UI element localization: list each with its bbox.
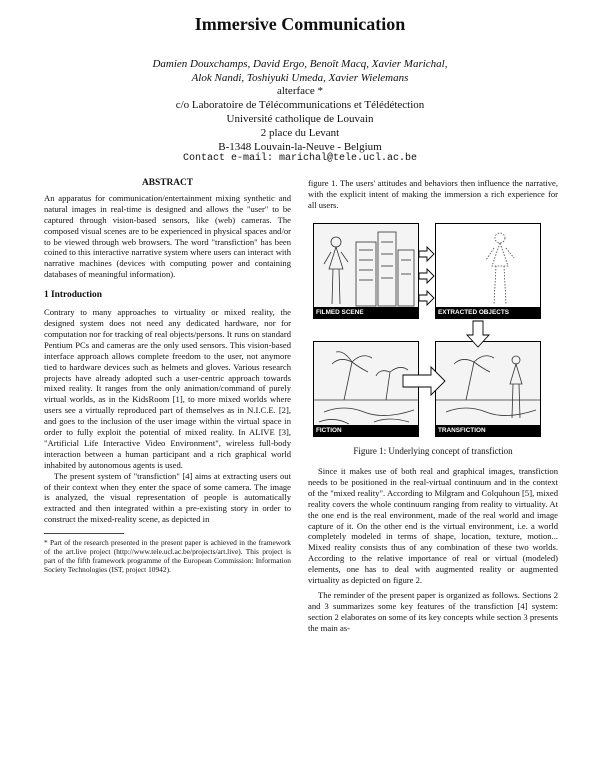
arrow-down [467, 321, 489, 347]
arrow-right-2 [419, 269, 434, 283]
panel-label-extracted-objects: EXTRACTED OBJECTS [436, 307, 541, 318]
intro-paragraph-1: Contrary to many approaches to virtuality or mixed reality, the designed system does not need any dedicated hardware, nor for computation nor for tracking of real objects/persons. It runs on standard Pentium PCs and cameras are the only used sensors. This vision-based interface approach allows complete freedom to the user, not anymore tied to hardware devices such as helmets and gloves. Various research projects have already adopted such a user-centric approach towards mixed reality. It ranges from the only animation/command of purely virtual worlds, as in the KidsRoom [1], to more mixed worlds where users see a virtually reproduced part of themselves as in N.I.C.E. [2], and goes to the inclusion of the user image within the virtual space in order to fully exploit the potential of mixed reality. In ALIVE [3], "Artificial Life Interactive Video Environment", wireless full-body interaction between a human participant and a rich graphical world inhabited by autonomous agents is used. [44, 307, 292, 470]
affil-line-2: c/o Laboratoire de Télécommunications et Télédétection [175, 99, 425, 111]
panel-label-transfiction: TRANSFICTION [436, 425, 541, 436]
arrow-merge [403, 367, 445, 395]
abstract-text: An apparatus for communication/entertainment mixing synthetic and natural images in real-time is designed and allows the "user" to be captured through vision-based sensors, like (web) cameras. The composed visual scenes are to be experienced in physical spaces and/or to be viewed through web browsers. The word "transfiction" has been coined to this interactive narrative system where users can interact with narrative machines (devices with computing power and containing databases of meaningful information). [44, 192, 291, 280]
arrow-right-1 [419, 247, 434, 261]
left-column [44, 178, 291, 574]
affil-line-4: 2 place du Levant [260, 127, 340, 139]
right-paragraph-top: figure 1. The users' attitudes and behaviors then influence the narrative, with the explicit intent of making the immersion a rich experience for all users. [308, 178, 558, 210]
authors-line-2: Alok Nandi, Toshiyuki Umeda, Xavier Wielemans [191, 72, 409, 84]
panel-label-fiction: FICTION [314, 425, 419, 436]
arrow-right-3 [419, 291, 434, 305]
right-column-bottom [308, 466, 558, 634]
authors-line-1: Damien Douxchamps, David Ergo, Benoît Macq, Xavier Marichal, [152, 58, 448, 70]
affil-line-5: B-1348 Louvain-la-Neuve - Belgium [218, 141, 382, 153]
section-heading-introduction: 1 Introduction [44, 290, 102, 301]
author-list [0, 57, 600, 85]
right-column-top [308, 178, 558, 211]
abstract-heading: ABSTRACT [141, 178, 194, 188]
intro-paragraph-2: The present system of "transfiction" [4] aims at extracting users out of their context when they enter the space of some camera. The image is analyzed, the visual representation of people is automatically extracted and then integrated within a pre-existing story in order to construct the mixed-reality scene, as depicted in [44, 470, 291, 525]
right-paragraph-4: The reminder of the present paper is organized as follows. Sections 2 and 3 summarizes some key features of the transfiction [4] system: section 2 elaborates on some of its key concepts while section 3 presents the main as- [308, 589, 558, 633]
figure-arrows [313, 223, 543, 453]
affil-line-1: alterface * [276, 85, 324, 97]
figure-1-caption: Figure 1: Underlying concept of transfiction [353, 446, 513, 456]
footnote: * Part of the research presented in the present paper is achieved in the framework of the art.live project (http://www.tele.ucl.ac.be/projects/art.live). This project is part of the fifth framework programme of the European Commission: Information Society Technologies (IST, project 10942). [44, 538, 291, 575]
contact-email: Contact e-mail: marichal@tele.ucl.ac.be [182, 153, 418, 164]
affil-line-3: Université catholique de Louvain [226, 113, 374, 125]
right-paragraph-3: Since it makes use of both real and graphical images, transfiction needs to be positioned in the real-virtual continuum and in the context of the "mixed reality". According to Milgram and Colquhoun [5], mixed reality covers the whole continuum ranging from reality to virtuality. At the one end is the real environment, made of the real world and image capture of it. On the other end is the virtual environment, i.e. a world completely modeled in terms of shape, location, texture, motion... Mixed reality consists thus of any combination of these two worlds. According to the relative importance of real or virtual (modeled) elements, one has to deal with augmented reality or augmented virtuality as depicted on figure 2. [308, 466, 558, 586]
affiliation [0, 84, 600, 154]
paper-title: Immersive Communication [194, 14, 406, 34]
figure-1 [313, 223, 543, 453]
footnote-divider [44, 533, 124, 534]
panel-label-filmed-scene: FILMED SCENE [314, 307, 419, 318]
